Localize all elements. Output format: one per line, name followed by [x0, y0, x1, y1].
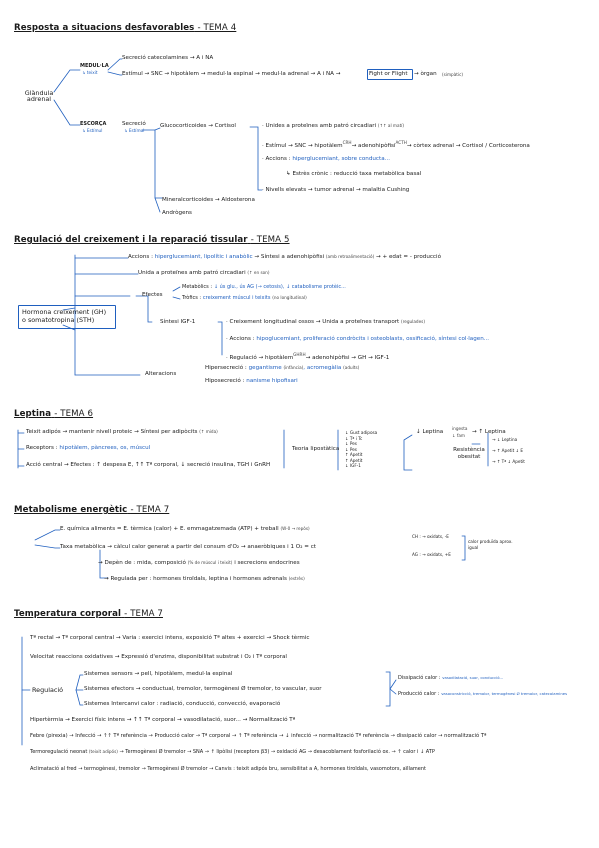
label: Receptors :: [26, 445, 58, 451]
text-line: calor produïda aprox. igual: [468, 539, 513, 550]
text-line: · Nivells elevats → tumor adrenal → malaltia Cushing: [262, 187, 410, 193]
text-line: CH : → oxidats, -E: [412, 534, 449, 539]
connector: [108, 59, 122, 70]
note: CRH: [342, 140, 352, 145]
text-line: Secreció catecolamines → A i NA: [122, 55, 214, 61]
list-item: → ↑ Apetit ↓ E: [492, 448, 524, 453]
note: (regulades): [401, 319, 425, 324]
text-line: → Depèn de : mida, composició: [98, 560, 186, 566]
node-label: Teoria lipostàtica: [292, 446, 340, 452]
text-line: Aclimatació al fred → termogènesi, tremolor → Termogènesi Ø tremolor → Canvis : teixit adipós bru, sensibilitat a A, hormones tiroïdals, vasomotors, aïllament: [30, 766, 426, 772]
node-label: Síntesi IGF-1: [160, 319, 196, 325]
text-line: Velocitat reaccions oxidatives → Expressió d'enzims, disponibilitat substrat i O₂ i Tª corporal: [30, 654, 287, 660]
list-item: ↓ IGF-1: [345, 463, 361, 468]
connector: [54, 100, 80, 125]
connector: [142, 130, 162, 198]
text-line: · Creixement longitudinal ossos → Unida a proteïnes transport: [226, 319, 400, 325]
node-label: MEDUL·LA: [80, 63, 109, 69]
node-sub: ↳ teixit: [82, 70, 98, 75]
root-node: Glàndula adrenal: [24, 89, 54, 104]
text-line: ↓ ús glu., ús AG (→ cetosis), ↓ catabolisme protèic...: [213, 284, 346, 290]
connector: [386, 672, 390, 706]
text-line: · Estímul → SNC → hipotàlem: [262, 142, 343, 149]
note: (% de múscul i teixit): [187, 560, 233, 565]
label: Metabòlics :: [182, 284, 213, 290]
section-title: Metabolisme energètic - TEMA 7: [14, 505, 170, 515]
root-node: Hormona creixement (GH) o somatotropina (STH): [22, 308, 107, 324]
node-sub: ↳ Estímul: [124, 128, 145, 133]
connector: [390, 680, 396, 689]
text-line: gegantisme: [248, 365, 282, 371]
label: · Regulació →: [226, 354, 264, 361]
note: ACTH: [395, 140, 407, 145]
text-line: → còrtex adrenal → Cortisol / Corticosterona: [406, 142, 530, 149]
connector: [35, 545, 60, 548]
text-line: Fight or Flight: [369, 71, 408, 77]
node-label: Efectes: [142, 292, 163, 298]
connector: [218, 322, 222, 355]
label: · Accions :: [262, 156, 291, 162]
note: (teixit adipós): [88, 749, 118, 754]
text-line: Unida a proteïnes amb patró circadiari: [138, 270, 246, 276]
node-label: Secreció: [122, 121, 146, 127]
connector: [35, 530, 60, 540]
list-item: → ↓ Leptina: [492, 437, 518, 442]
note: (adults): [343, 365, 360, 370]
list-item: ↑ Apetit: [345, 457, 363, 463]
label: Accions :: [128, 254, 153, 260]
text-line: ↳ Estrès crònic : reducció taxa metabòlica basal: [286, 171, 422, 177]
text-line: Sistemes Intercanvi calor : radiació, conducció, convecció, evaporació: [84, 701, 281, 707]
note: GHRH: [293, 352, 306, 357]
connector: [108, 72, 122, 75]
node-label: Resistència obesitat: [453, 447, 485, 460]
label: · Accions :: [226, 336, 255, 342]
note: ingesta: [452, 426, 468, 431]
label: Hiposecreció :: [205, 378, 245, 384]
connector: [173, 297, 180, 299]
note: (no longitudinal): [272, 295, 307, 300]
text-line: hiperglucemiant, sobre conducta...: [292, 156, 390, 162]
connector: [173, 287, 180, 291]
text-line: hipotàlem, pàncrees, os, múscul: [59, 445, 151, 451]
text-line: → Síntesi a adenohipòfisi: [254, 254, 325, 260]
text-line: → Regulada per : hormones tiroïdals, leptina i hormones adrenals: [104, 576, 287, 582]
text-line: hiperglucemiant, lipolític i anabòlic: [154, 254, 253, 260]
text-line: hipoglucemiant, proliferació condròcits i osteoblasts, ossificació, síntesi col·lagen...: [256, 336, 490, 342]
text-line: E. química aliments = E. tèrmica (calor) + E. emmagatzemada (ATP) + treball: [60, 526, 279, 532]
note: (simpàtic): [442, 72, 464, 77]
connector: [404, 435, 412, 470]
note: (↑ mida): [199, 429, 218, 434]
text-line: , acromegàlia: [303, 365, 342, 371]
text-line: nanisme hipofisari: [246, 378, 298, 384]
note: (amb retroalimentació): [325, 254, 375, 259]
connector: [155, 198, 160, 212]
connector: [136, 296, 152, 322]
connector: [462, 536, 465, 560]
text-line: Teixit adipós → mantenir nivell proteic → Síntesi per adipòcits: [26, 429, 198, 435]
list-item: ↓ Pes: [345, 446, 357, 452]
text-line: → Termogènesi Ø tremolor → SNA → ↑ lipòlisi (receptors β3) → oxidació AG → desacoblament fosforilació ox. → ↑ calor i ↓ ATP: [119, 749, 435, 755]
list-item: ↑ Apetit: [345, 452, 363, 457]
label: Producció calor :: [398, 691, 440, 697]
label: Dissipació calor :: [398, 675, 441, 681]
node-label: Regulació: [32, 686, 64, 694]
connector: [390, 689, 396, 694]
text-line: hipotàlem: [265, 354, 294, 361]
section-title: Resposta a situacions desfavorables - TEMA 4: [14, 23, 237, 33]
text-line: → adenohipòfisi: [351, 142, 396, 149]
text-line: ↓ Leptina: [416, 429, 444, 435]
text-line: Estímul → SNC → hipotàlem → medul·la espinal → medul·la adrenal → A i NA →: [122, 71, 341, 77]
node-sub: ↳ Estímul: [82, 128, 103, 133]
note: (infància): [283, 365, 304, 370]
list-item: ↓ Tª i Tc: [345, 435, 363, 441]
text-line: vasoconstricció, tremolor, termogènesi Ø tremolor, catecolamines: [441, 691, 568, 696]
list-item: ↓ Pes: [345, 441, 357, 446]
text-line: vasodilatació, suor, conducció...: [442, 675, 504, 680]
note: (↑ en son): [247, 270, 270, 275]
note: (W-0 → repòs): [280, 526, 310, 531]
text-line: i secrecions endocrines: [234, 560, 300, 566]
text-line: Andrògens: [162, 210, 192, 216]
text-line: Hipertèrmia → Exercici físic intens → ↑↑ Tª corporal → vasodilatació, suor... → Normalització Tª: [30, 717, 296, 723]
text-line: Febre (pirexia) → Infecció → ↑↑ Tª referència → Producció calor → Tª corporal → ↑ Tª referència → ↓ infecció → normalització Tª referència → dissipació calor → normalització Tª: [30, 733, 487, 739]
list-item: ↓ Gust adiposa: [345, 430, 378, 435]
text-line: AG : → oxidats, +E: [412, 552, 451, 557]
note: (estrès): [288, 576, 305, 581]
text-line: Tª rectal → Tª corporal central → Varia : exercici intens, exposició Tª altes + exercici → Shock tèrmic: [30, 635, 310, 641]
connector: [76, 675, 83, 690]
label: Tròfics :: [182, 295, 202, 301]
text-line: Glucocorticoides → Cortisol: [160, 123, 236, 129]
text-line: creixement múscul i teixits: [202, 295, 271, 301]
list-item: → ↑ Tª ↓ Apetit: [492, 459, 525, 464]
node-label: ESCORÇA: [80, 121, 107, 127]
label: Hipersecreció :: [205, 365, 247, 371]
connector: [250, 127, 262, 190]
text-line: Taxa metabòlica → càlcul calor generat a partir del consum d'O₂ → anaeròbiques i 1 O₂ = ct: [60, 544, 316, 550]
text-line: → adenohipòfisi → GH → IGF-1: [305, 354, 390, 361]
connector: [76, 690, 83, 705]
section-title: Leptina - TEMA 6: [14, 409, 94, 419]
text-line: Sistemes efectors → conductual, tremolor, termogènesi Ø tremolor, to vascular, suor: [84, 686, 322, 692]
text-line: Mineralcorticoides → Aldosterona: [162, 197, 255, 203]
text-line: → + edat = - producció: [376, 254, 441, 260]
section-title: Regulació del creixement i la reparació tissular - TEMA 5: [14, 235, 290, 245]
text-line: Acció central → Efectes : ↑ despesa E, ↑↑ Tª corporal, ↓ secreció insulina, TGH i GnRH: [26, 462, 271, 468]
note: ↓ fam: [452, 433, 465, 438]
section-title: Temperatura corporal - TEMA 7: [14, 609, 163, 619]
text-line: → ↑ Leptina: [472, 429, 506, 435]
connector: [54, 70, 80, 92]
text-line: Termoregulació neonat: [30, 749, 88, 755]
text-line: · Unides a proteïnes amb patró circadiari: [262, 123, 377, 129]
text-line: Sistemes sensors → pell, hipotàlem, medul·la espinal: [84, 671, 233, 677]
note: (↑↑ al matí): [377, 123, 405, 128]
node-label: Alteracions: [145, 371, 177, 377]
text-line: → òrgan: [414, 71, 437, 77]
